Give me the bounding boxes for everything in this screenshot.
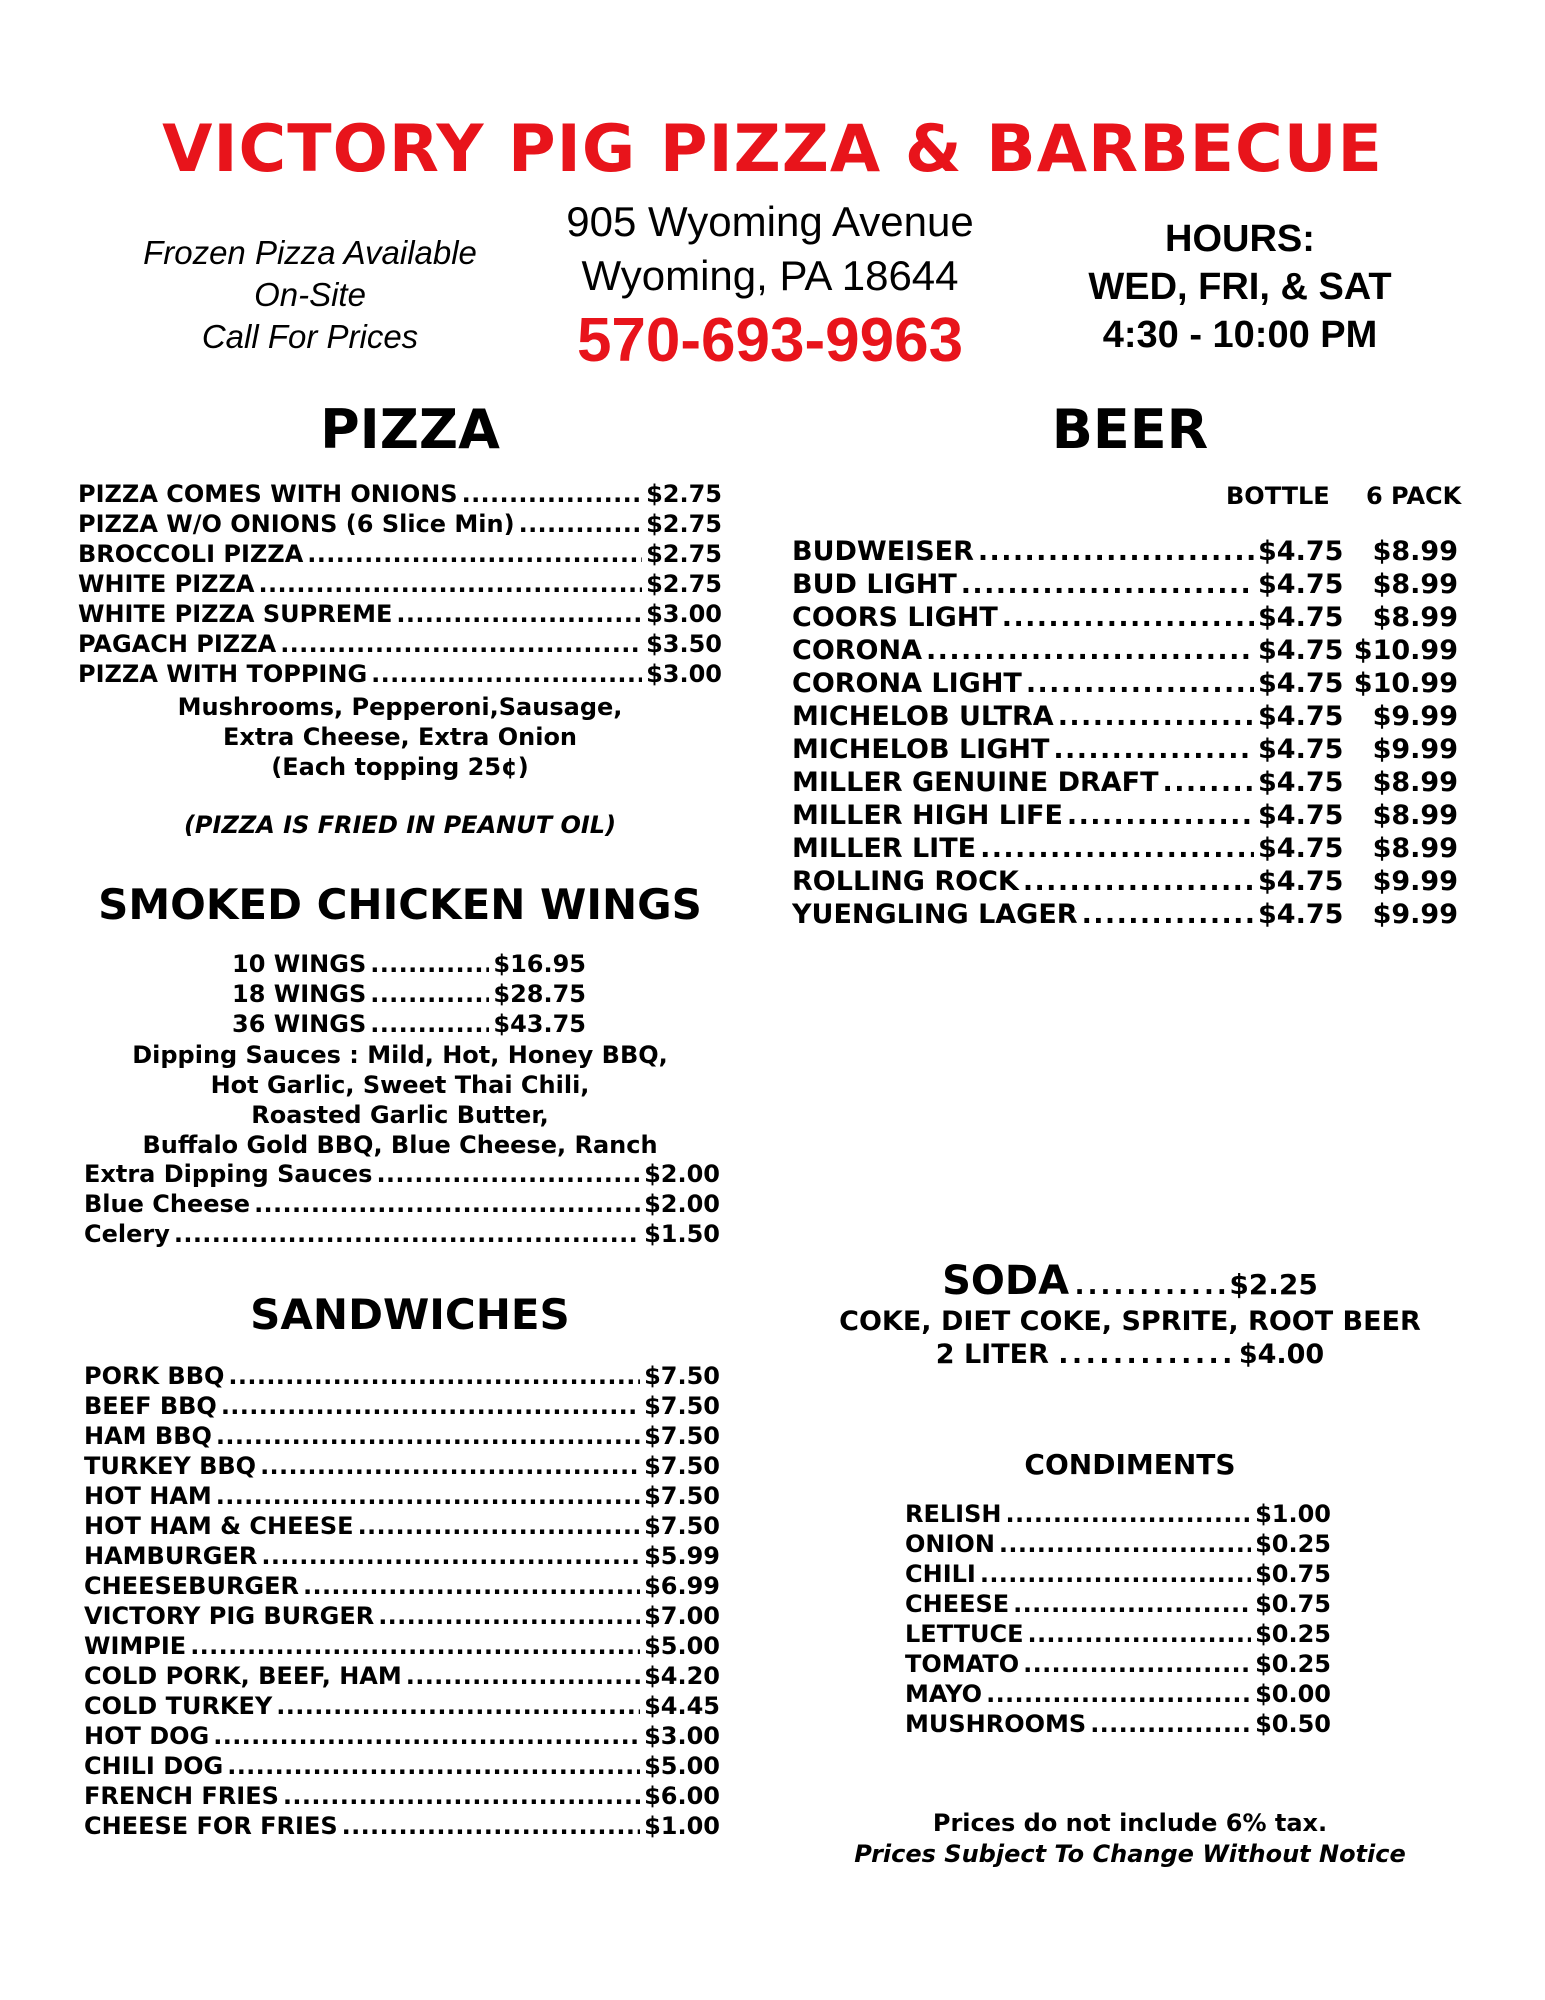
item-name: CHEESE FOR FRIES: [84, 1812, 338, 1840]
menu-row: [905, 1650, 1331, 1680]
item-name: HOT HAM: [84, 1482, 212, 1510]
menu-row: [905, 1620, 1331, 1650]
item-name: WHITE PIZZA SUPREME: [78, 600, 393, 628]
menu-row: [84, 1190, 720, 1220]
leader-dots: [376, 1160, 640, 1188]
leader-dots: [406, 1662, 640, 1690]
menu-row: [232, 950, 586, 980]
six-pack-price: $8.99: [1372, 833, 1458, 864]
beer-col-bottle: BOTTLE: [1226, 482, 1330, 510]
item-name: CHILI DOG: [84, 1752, 224, 1780]
hours-label: HOURS:: [1165, 218, 1315, 260]
address-city: Wyoming, PA 18644: [581, 252, 959, 299]
menu-row: [78, 570, 722, 600]
menu-row: [84, 1542, 720, 1572]
leader-dots: [261, 1542, 640, 1570]
frozen-line: On-Site: [254, 276, 366, 313]
item-name: HOT HAM & CHEESE: [84, 1512, 354, 1540]
item-price: $0.00: [1255, 1680, 1331, 1708]
item-name: TURKEY BBQ: [84, 1452, 257, 1480]
item-price: $2.75: [646, 540, 722, 568]
six-pack-price: $10.99: [1353, 635, 1458, 666]
item-name: HOT DOG: [84, 1722, 210, 1750]
item-name: MICHELOB ULTRA: [792, 701, 1054, 732]
item-name: MILLER GENUINE DRAFT: [792, 767, 1159, 798]
leader-dots: [190, 1632, 640, 1660]
leader-dots: [342, 1812, 640, 1840]
item-price: $6.99: [644, 1572, 720, 1600]
item-price: $7.50: [644, 1482, 720, 1510]
bottle-price: $4.75: [1258, 668, 1344, 699]
restaurant-title: VICTORY PIG PIZZA & BARBECUE: [162, 112, 1383, 187]
item-price: $0.25: [1255, 1620, 1331, 1648]
leader-dots: [986, 1680, 1251, 1708]
item-price: $0.50: [1255, 1710, 1331, 1738]
leader-dots: [1013, 1590, 1251, 1618]
item-name: BEEF BBQ: [84, 1392, 217, 1420]
beer-list: [792, 536, 1458, 932]
item-name: MUSHROOMS: [905, 1710, 1087, 1738]
wings-heading: SMOKED CHICKEN WINGS: [98, 880, 702, 929]
menu-row: [905, 1710, 1331, 1740]
leader-dots: [213, 1722, 640, 1750]
soda-section: [780, 1258, 1480, 1370]
menu-row: [78, 600, 722, 630]
menu-row: [232, 980, 586, 1010]
sauces-line: Buffalo Gold BBQ, Blue Cheese, Ranch: [142, 1131, 658, 1159]
sandwiches-list: [84, 1362, 720, 1842]
leader-dots: [378, 1602, 640, 1630]
beer-heading: BEER: [1051, 398, 1209, 461]
leader-dots: [260, 1452, 640, 1480]
bottle-price: $4.75: [1258, 734, 1344, 765]
menu-row: [84, 1722, 720, 1752]
item-price: $0.25: [1255, 1530, 1331, 1558]
menu-row: [792, 668, 1458, 701]
tax-note: Prices do not include 6% tax.: [932, 1809, 1328, 1837]
phone-number: 570-693-9963: [576, 306, 964, 375]
leader-dots: [216, 1422, 640, 1450]
item-name: ONION: [905, 1530, 995, 1558]
menu-row: [84, 1160, 720, 1190]
soda-liter-dots: . . . . . . . . . . . . .: [1058, 1339, 1230, 1370]
leader-dots: [370, 950, 489, 978]
menu-row: [792, 800, 1458, 833]
leader-dots: [1026, 668, 1254, 699]
frozen-pizza-note: [120, 232, 500, 358]
menu-row: [84, 1482, 720, 1512]
six-pack-price: $8.99: [1372, 536, 1458, 567]
toppings-line: Mushrooms, Pepperoni,Sausage,: [177, 693, 623, 721]
item-name: HAM BBQ: [84, 1422, 212, 1450]
sauces-line: Dipping Sauces : Mild, Hot, Honey BBQ,: [132, 1041, 668, 1069]
six-pack-price: $9.99: [1372, 866, 1458, 897]
item-price: $43.75: [493, 1010, 586, 1038]
soda-liter-label: 2 LITER: [935, 1339, 1049, 1370]
six-pack-price: $8.99: [1372, 602, 1458, 633]
leader-dots: [980, 1560, 1251, 1588]
bottle-price: $4.75: [1258, 800, 1344, 831]
menu-row: [84, 1220, 720, 1250]
menu-row: [792, 833, 1458, 866]
item-name: Blue Cheese: [84, 1190, 251, 1218]
menu-row: [792, 536, 1458, 569]
menu-row: [84, 1362, 720, 1392]
bottle-price: $4.75: [1258, 536, 1344, 567]
menu-row: [905, 1530, 1331, 1560]
sauces-line: Hot Garlic, Sweet Thai Chili,: [210, 1071, 590, 1099]
menu-row: [232, 1010, 586, 1040]
pizza-oil-note: (PIZZA IS FRIED IN PEANUT OIL): [183, 811, 617, 839]
item-name: Celery: [84, 1220, 170, 1248]
bottle-price: $4.75: [1258, 866, 1344, 897]
item-price: $7.50: [644, 1392, 720, 1420]
wings-list: [232, 950, 586, 1040]
pizza-heading: PIZZA: [320, 398, 500, 461]
beer-col-six-pack: 6 PACK: [1366, 482, 1462, 510]
item-price: $5.00: [644, 1632, 720, 1660]
menu-row: [84, 1512, 720, 1542]
bottle-price: $4.75: [1258, 833, 1344, 864]
leader-dots: [371, 660, 642, 688]
item-name: COLD PORK, BEEF, HAM: [84, 1662, 402, 1690]
hours-days: WED, FRI, & SAT: [1088, 266, 1392, 308]
item-price: $5.99: [644, 1542, 720, 1570]
menu-row: [84, 1752, 720, 1782]
item-price: $2.00: [644, 1160, 720, 1188]
leader-dots: [1058, 701, 1254, 732]
item-price: $7.50: [644, 1422, 720, 1450]
soda-price: $2.25: [1229, 1268, 1318, 1301]
soda-flavors: COKE, DIET COKE, SPRITE, ROOT BEER: [839, 1306, 1421, 1337]
item-name: CHEESE: [905, 1590, 1010, 1618]
item-name: WHITE PIZZA: [78, 570, 255, 598]
menu-row: [78, 540, 722, 570]
condiments-list: [905, 1500, 1331, 1740]
item-price: $1.00: [644, 1812, 720, 1840]
item-price: $3.50: [646, 630, 722, 658]
six-pack-price: $8.99: [1372, 800, 1458, 831]
menu-row: [84, 1782, 720, 1812]
item-name: MAYO: [905, 1680, 983, 1708]
leader-dots: [1027, 1620, 1251, 1648]
leader-dots: [370, 1010, 489, 1038]
menu-row: [78, 660, 722, 690]
item-name: PIZZA COMES WITH ONIONS: [78, 480, 458, 508]
leader-dots: [519, 510, 642, 538]
item-price: $7.50: [644, 1452, 720, 1480]
item-price: $2.75: [646, 510, 722, 538]
item-price: $4.45: [644, 1692, 720, 1720]
item-name: CHILI: [905, 1560, 976, 1588]
leader-dots: [1090, 1710, 1251, 1738]
menu-row: [905, 1590, 1331, 1620]
hours: [1040, 215, 1440, 359]
toppings-line: Extra Cheese, Extra Onion: [222, 723, 578, 751]
pizza-toppings: [78, 692, 722, 782]
six-pack-price: $10.99: [1353, 668, 1458, 699]
item-price: $2.00: [644, 1190, 720, 1218]
pizza-list: [78, 480, 722, 840]
bottle-price: $4.75: [1258, 767, 1344, 798]
leader-dots: [228, 1362, 640, 1390]
menu-row: [84, 1452, 720, 1482]
item-name: PORK BBQ: [84, 1362, 225, 1390]
item-price: $1.00: [1255, 1500, 1331, 1528]
item-name: 10 WINGS: [232, 950, 367, 978]
leader-dots: [276, 1692, 640, 1720]
leader-dots: [396, 600, 642, 628]
item-name: Extra Dipping Sauces: [84, 1160, 373, 1188]
item-price: $7.00: [644, 1602, 720, 1630]
frozen-line: Call For Prices: [201, 318, 419, 355]
wings-extras: [84, 1160, 720, 1250]
item-name: RELISH: [905, 1500, 1002, 1528]
item-name: FRENCH FRIES: [84, 1782, 279, 1810]
leader-dots: [1082, 899, 1254, 930]
leader-dots: [283, 1782, 640, 1810]
item-price: $0.75: [1255, 1590, 1331, 1618]
leader-dots: [961, 569, 1254, 600]
item-price: $2.75: [646, 570, 722, 598]
address: [520, 195, 1020, 303]
item-price: $3.00: [646, 660, 722, 688]
item-price: $7.50: [644, 1512, 720, 1540]
item-price: $6.00: [644, 1782, 720, 1810]
item-name: 18 WINGS: [232, 980, 367, 1008]
menu-row: [84, 1632, 720, 1662]
item-name: COLD TURKEY: [84, 1692, 273, 1720]
menu-row: [792, 635, 1458, 668]
menu-row: [78, 510, 722, 540]
bottle-price: $4.75: [1258, 602, 1344, 633]
leader-dots: [978, 536, 1254, 567]
item-price: $0.25: [1255, 1650, 1331, 1678]
six-pack-price: $8.99: [1372, 569, 1458, 600]
item-name: CORONA LIGHT: [792, 668, 1022, 699]
menu-row: [792, 734, 1458, 767]
menu-row: [84, 1602, 720, 1632]
menu-row: [792, 602, 1458, 635]
item-name: BUD LIGHT: [792, 569, 957, 600]
item-name: PIZZA WITH TOPPING: [78, 660, 368, 688]
menu-row: [792, 899, 1458, 932]
leader-dots: [1067, 800, 1254, 831]
item-price: $1.50: [644, 1220, 720, 1248]
soda-liter-price: $4.00: [1238, 1339, 1325, 1370]
item-name: BUDWEISER: [792, 536, 974, 567]
hours-time: 4:30 - 10:00 PM: [1102, 314, 1378, 356]
menu-row: [84, 1692, 720, 1722]
item-name: PIZZA W/O ONIONS (6 Slice Min): [78, 510, 515, 538]
item-price: $4.20: [644, 1662, 720, 1690]
item-name: VICTORY PIG BURGER: [84, 1602, 375, 1630]
leader-dots: [1002, 602, 1254, 633]
menu-row: [905, 1680, 1331, 1710]
bottle-price: $4.75: [1258, 635, 1344, 666]
leader-dots: [259, 570, 643, 598]
menu-row: [84, 1812, 720, 1842]
item-price: $2.75: [646, 480, 722, 508]
item-name: 36 WINGS: [232, 1010, 367, 1038]
address-street: 905 Wyoming Avenue: [566, 198, 974, 245]
price-notice: Prices Subject To Change Without Notice: [854, 1840, 1406, 1868]
menu-row: [84, 1572, 720, 1602]
leader-dots: [358, 1512, 641, 1540]
bottle-price: $4.75: [1258, 899, 1344, 930]
leader-dots: [1023, 866, 1254, 897]
leader-dots: [1163, 767, 1254, 798]
item-price: $3.00: [644, 1722, 720, 1750]
wings-sauces: [70, 1040, 730, 1160]
item-name: PAGACH PIZZA: [78, 630, 277, 658]
item-name: CHEESEBURGER: [84, 1572, 300, 1600]
item-price: $7.50: [644, 1362, 720, 1390]
item-name: COORS LIGHT: [792, 602, 998, 633]
six-pack-price: $9.99: [1372, 899, 1458, 930]
item-price: $0.75: [1255, 1560, 1331, 1588]
menu-row: [792, 701, 1458, 734]
leader-dots: [980, 833, 1254, 864]
item-name: TOMATO: [905, 1650, 1020, 1678]
leader-dots: [999, 1530, 1251, 1558]
bottle-price: $4.75: [1258, 569, 1344, 600]
leader-dots: [926, 635, 1254, 666]
frozen-line: Frozen Pizza Available: [143, 234, 477, 271]
item-name: CORONA: [792, 635, 923, 666]
menu-row: [792, 569, 1458, 602]
item-name: MILLER LITE: [792, 833, 977, 864]
menu-row: [905, 1560, 1331, 1590]
menu-row: [84, 1422, 720, 1452]
footer: [780, 1808, 1480, 1870]
menu-row: [905, 1500, 1331, 1530]
item-name: YUENGLING LAGER: [792, 899, 1078, 930]
leader-dots: [227, 1752, 640, 1780]
leader-dots: [1023, 1650, 1251, 1678]
item-name: HAMBURGER: [84, 1542, 258, 1570]
bottle-price: $4.75: [1258, 701, 1344, 732]
condiments-heading: CONDIMENTS: [1024, 1448, 1236, 1481]
item-name: MICHELOB LIGHT: [792, 734, 1050, 765]
menu-row: [84, 1392, 720, 1422]
six-pack-price: $9.99: [1372, 734, 1458, 765]
toppings-line: (Each topping 25¢): [271, 753, 529, 781]
six-pack-price: $8.99: [1372, 767, 1458, 798]
item-name: LETTUCE: [905, 1620, 1024, 1648]
item-name: MILLER HIGH LIFE: [792, 800, 1063, 831]
leader-dots: [254, 1190, 640, 1218]
sandwiches-heading: SANDWICHES: [250, 1290, 570, 1339]
item-price: $5.00: [644, 1752, 720, 1780]
leader-dots: [1053, 734, 1254, 765]
leader-dots: [221, 1392, 640, 1420]
menu-row: [792, 767, 1458, 800]
leader-dots: [370, 980, 489, 1008]
leader-dots: [174, 1220, 640, 1248]
leader-dots: [303, 1572, 640, 1600]
item-price: $28.75: [493, 980, 586, 1008]
leader-dots: [462, 480, 642, 508]
item-price: $16.95: [493, 950, 586, 978]
menu-row: [78, 480, 722, 510]
leader-dots: [1005, 1500, 1251, 1528]
menu-row: [792, 866, 1458, 899]
leader-dots: [280, 630, 642, 658]
menu-row: [78, 630, 722, 660]
leader-dots: [216, 1482, 640, 1510]
six-pack-price: $9.99: [1372, 701, 1458, 732]
menu-row: [84, 1662, 720, 1692]
leader-dots: [307, 540, 642, 568]
sauces-line: Roasted Garlic Butter,: [251, 1101, 549, 1129]
soda-dots: . . . . . . . . . . . .: [1074, 1271, 1224, 1301]
item-name: ROLLING ROCK: [792, 866, 1019, 897]
soda-heading: SODA: [942, 1258, 1070, 1304]
item-name: WIMPIE: [84, 1632, 187, 1660]
item-price: $3.00: [646, 600, 722, 628]
item-name: BROCCOLI PIZZA: [78, 540, 304, 568]
